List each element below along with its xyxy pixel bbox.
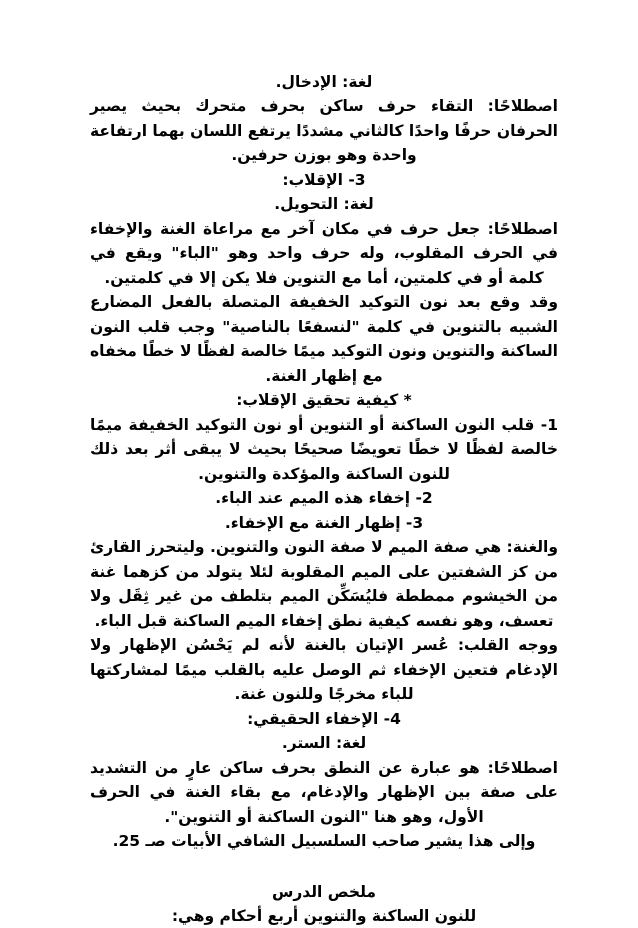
- section-spacer: [90, 854, 558, 880]
- paragraph-ikhfa-definition: اصطلاحًا: هو عبارة عن النطق بحرف ساكن عارٍ من التشديد على صفة بين الإظهار والإدغام، مع بقاء الغنة في الحرف الأول، وهو هنا "النون الساكنة أو التنوين".: [90, 758, 558, 826]
- heading-idkhal-lugha: لغة: الإدخال.: [275, 73, 373, 91]
- paragraph-idgham-definition: اصطلاحًا: التقاء حرف ساكن بحرف متحرك بحيث يصير الحرفان حرفًا واحدًا كالثاني مشددًا يرتفع اللسان بهما ارتفاعة واحدة وهو بوزن حرفين.: [90, 97, 558, 165]
- iqlab-lugha: لغة: التحويل.: [274, 195, 374, 214]
- document-body: [90, 70, 558, 928]
- heading-iqlab-method: * كيفية تحقيق الإقلاب:: [236, 391, 412, 410]
- heading-iqlab: 3- الإقلاب:: [282, 170, 366, 189]
- heading-ikhfa: 4- الإخفاء الحقيقي:: [247, 709, 401, 728]
- list-item-3: 3- إظهار الغنة مع الإخفاء.: [224, 513, 424, 532]
- paragraph-iqlab-tawkeed: وقد وقع بعد نون التوكيد الخفيفة المتصلة بالفعل المضارع الشبيه بالتنوين في كلمة "لنسفعًا بالناصية" وجب قلب النون الساكنة والتنوين ونون التوكيد ميمًا خالصة لفظًا لا خطًا مخفاه مع إظهار الغنة.: [90, 293, 558, 385]
- heading-lesson-summary: ملخص الدرس: [271, 882, 377, 901]
- paragraph-iqlab-definition: اصطلاحًا: جعل حرف في مكان آخر مع مراعاة الغنة والإخفاء في الحرف المقلوب، وله حرف واحد وهو "الباء" ويقع في كلمة أو في كلمتين، أما مع التنوين فلا يكن إلا في كلمتين.: [90, 219, 558, 287]
- list-item-2: 2- إخفاء هذه الميم عند الباء.: [215, 489, 433, 508]
- summary-intro: للنون الساكنة والتنوين أربع أحكام وهي:: [171, 906, 477, 925]
- list-item-1: 1- قلب النون الساكنة أو التنوين أو نون التوكيد الخفيفة ميمًا خالصة لفظًا لا خطًا تعويضًا صحيحًا بحيث لا يبقى أثر بعد ذلك للنون الساكنة والمؤكدة والتنوين.: [90, 415, 558, 483]
- ikhfa-lugha: لغة: الستر.: [281, 734, 367, 753]
- paragraph-salsabeel-reference: وإلى هذا يشير صاحب السلسبيل الشافي الأبيات صـ 25.: [112, 832, 536, 851]
- paragraph-ghunna: والغنة: هي صفة الميم لا صفة النون والتنوين. وليتحرز القارئ من كز الشفتين على الميم المقلوبة لئلا يتولد من كزهما غنة من الخيشوم ممططة فليُسَكِّن الميم بتلطف من غير ثِقَل ولا تعسف، وهو نفسه كيفية نطق إخفاء الميم الساكنة قبل الباء.: [90, 538, 558, 630]
- paragraph-wajh-qalb: ووجه القلب: عُسر الإتيان بالغنة لأنه لم يَحْسُن الإظهار ولا الإدغام فتعين الإخفاء ثم الوصل عليه بالقلب ميمًا لمشاركتها للباء مخرجًا وللنون غنة.: [90, 636, 558, 704]
